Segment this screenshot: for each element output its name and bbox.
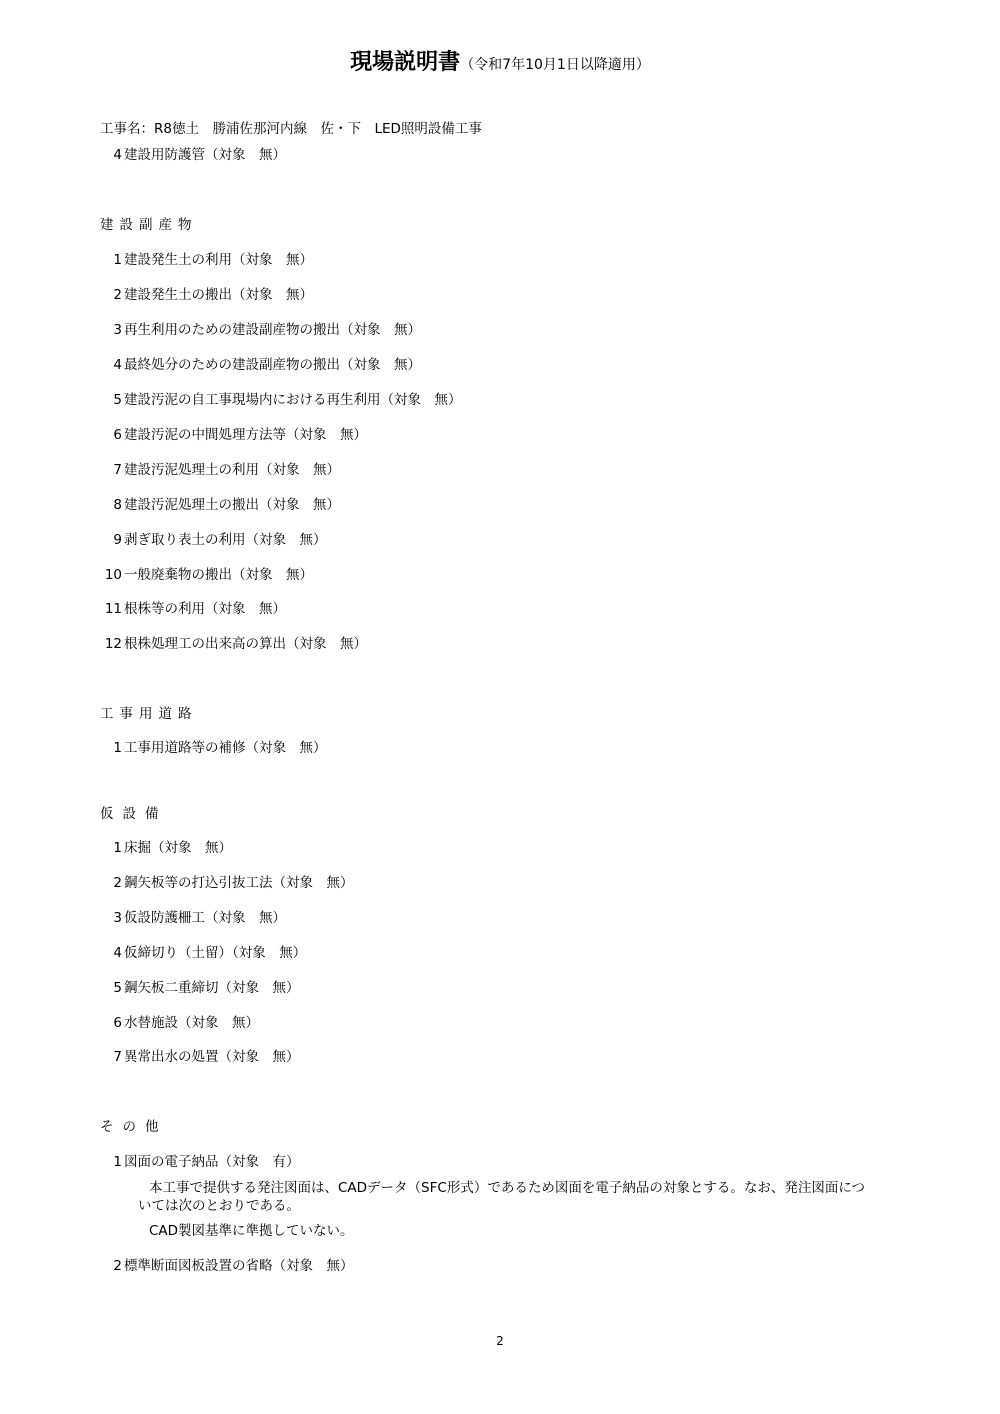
list-item (100, 600, 286, 618)
list-item (100, 874, 354, 892)
list-item (100, 251, 313, 269)
list-item (100, 635, 367, 653)
item-text: 根株等の利用（対象 無） (124, 601, 286, 617)
list-item (100, 461, 340, 479)
item-number: 7 (113, 462, 122, 478)
page-title (0, 48, 1000, 80)
item-text: 建設汚泥の中間処理方法等（対象 無） (124, 427, 367, 443)
project-name: 工事名：R8徳土 勝浦佐那河内線 佐・下 LED照明設備工事 (100, 121, 482, 137)
item-text: 建設汚泥処理土の搬出（対象 無） (124, 497, 340, 513)
item-number: 1 (113, 840, 122, 856)
list-item (100, 839, 232, 857)
item-text: 図面の電子納品（対象 有） (124, 1154, 300, 1170)
item-text: 建設汚泥処理土の利用（対象 無） (124, 462, 340, 478)
item-text: 仮締切り（土留）（対象 無） (124, 945, 307, 961)
list-item (100, 356, 421, 374)
item-text: 鋼矢板等の打込引抜工法（対象 無） (124, 875, 354, 891)
item-number: 5 (113, 392, 122, 408)
list-item (100, 321, 421, 339)
item-text: 工事用道路等の補修（対象 無） (124, 740, 327, 756)
item-text: 再生利用のための建設副産物の搬出（対象 無） (124, 322, 421, 338)
item-number: 4 (113, 945, 122, 961)
list-item (100, 496, 340, 514)
list-item (100, 391, 462, 409)
list-item (100, 909, 286, 927)
item-text: 建設汚泥の自工事現場内における再生利用（対象 無） (124, 392, 462, 408)
item-text: 建設発生土の利用（対象 無） (124, 252, 313, 268)
page-number: 2 (496, 1334, 504, 1348)
item-number: 2 (113, 1258, 122, 1274)
item-number: 8 (113, 497, 122, 513)
section-heading-temporary: 仮設備 (100, 806, 168, 822)
item-text: 水替施設（対象 無） (124, 1015, 259, 1031)
item-text: 床掘（対象 無） (124, 840, 232, 856)
list-item (100, 1257, 354, 1275)
item-text: 一般廃棄物の搬出（対象 無） (124, 567, 313, 583)
item-number: 2 (113, 875, 122, 891)
item-number: 4 (113, 357, 122, 373)
item-number: 2 (113, 287, 122, 303)
item-text: 異常出水の処置（対象 無） (124, 1049, 300, 1065)
list-item (100, 531, 327, 549)
item-number: 12 (104, 636, 122, 652)
list-item (100, 426, 367, 444)
item-text: 建設発生土の搬出（対象 無） (124, 287, 313, 303)
section-heading-other: その他 (100, 1119, 168, 1135)
item-number: 1 (113, 252, 122, 268)
title-subtitle: （令和7年10月1日以降適用） (460, 57, 650, 73)
item-number: 6 (113, 427, 122, 443)
list-item (100, 1014, 259, 1032)
item-number: 11 (104, 601, 122, 617)
list-item (100, 566, 313, 584)
list-item (100, 944, 306, 962)
item-number: 1 (113, 740, 122, 756)
item-number: 3 (113, 322, 122, 338)
item-number: 1 (113, 1154, 122, 1170)
list-item (100, 739, 327, 757)
section-heading-byproducts: 建設副産物 (100, 217, 198, 233)
item-number: 9 (113, 532, 122, 548)
item-number: 6 (113, 1015, 122, 1031)
electronic-delivery-note: 本工事で提供する発注図面は、CADデータ（SFC形式）であるため図面を電子納品の対象とする。なお、発注図面については次のとおりである。 (138, 1180, 866, 1214)
item-number: 3 (113, 910, 122, 926)
list-item (100, 146, 286, 164)
item-text: 標準断面図板設置の省略（対象 無） (124, 1258, 354, 1274)
item-number: 4 (113, 147, 122, 163)
list-item (100, 286, 313, 304)
title-main: 現場説明書 (350, 50, 461, 75)
item-text: 根株処理工の出来高の算出（対象 無） (124, 636, 367, 652)
item-text: 最終処分のための建設副産物の搬出（対象 無） (124, 357, 421, 373)
item-text: 鋼矢板二重締切（対象 無） (124, 980, 300, 996)
item-number: 5 (113, 980, 122, 996)
item-number: 7 (113, 1049, 122, 1065)
item-text: 剥ぎ取り表土の利用（対象 無） (124, 532, 327, 548)
list-item (100, 1153, 300, 1171)
list-item (100, 979, 300, 997)
item-text: 仮設防護柵工（対象 無） (124, 910, 286, 926)
section-heading-roads: 工事用道路 (100, 706, 198, 722)
list-item (100, 1048, 300, 1066)
cad-standard-note: CAD製図基準に準拠していない。 (149, 1223, 354, 1239)
item-text: 建設用防護管（対象 無） (124, 147, 286, 163)
item-number: 10 (104, 567, 122, 583)
